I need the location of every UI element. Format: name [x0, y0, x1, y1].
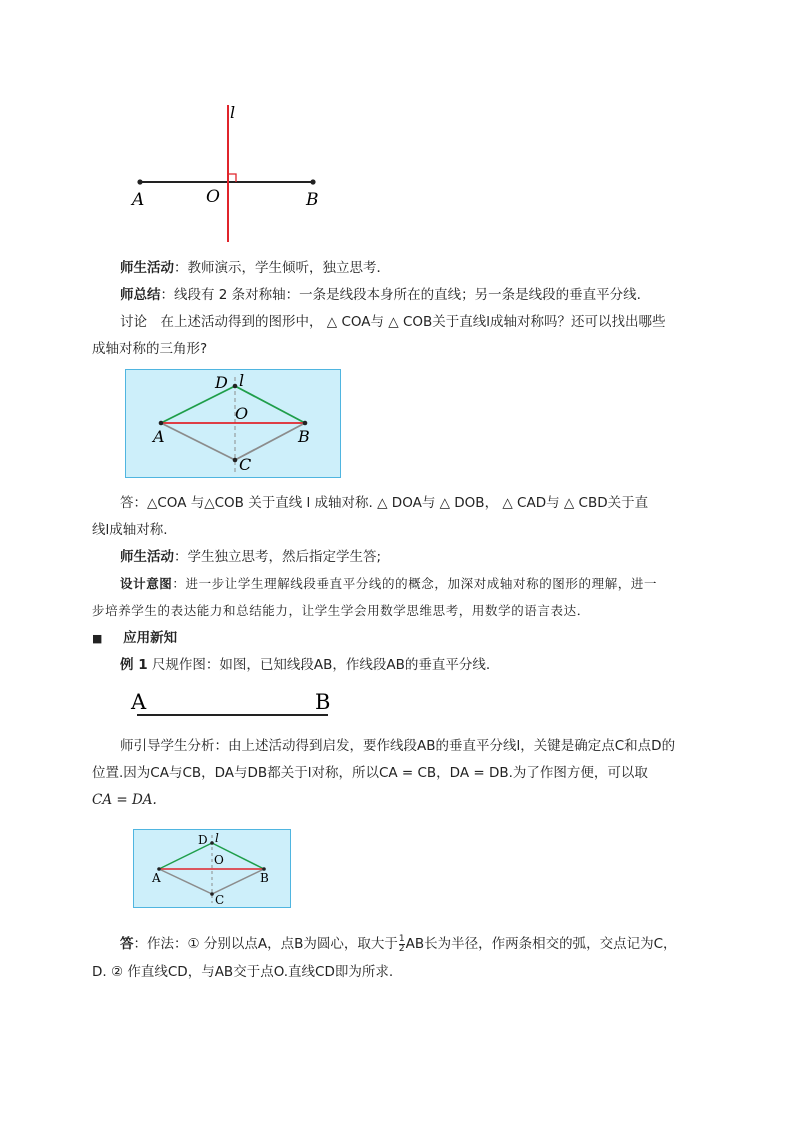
section-bullet-icon: ■: [92, 632, 103, 645]
figure-rhombus-2: [133, 829, 291, 908]
fig2-label-c: C: [239, 455, 252, 474]
section-heading: ■ 应用新知: [92, 630, 178, 646]
line-7: 师生活动：学生独立思考，然后指定学生答;: [120, 549, 382, 565]
fig1-label-b: B: [306, 190, 319, 210]
fig3-label-a: A: [131, 690, 147, 714]
fig2-label-l: l: [239, 371, 245, 390]
fig4-label-b: B: [260, 871, 269, 885]
figure-rhombus-1: [125, 369, 341, 478]
fig4-label-c: C: [215, 893, 225, 907]
fig4-label-l: l: [215, 831, 219, 845]
line-9: 步培养学生的表达能力和总结能力，让学生学会用数学思维思考，用数学的语言表达．: [92, 603, 590, 618]
fig2-label-o: O: [235, 404, 249, 423]
line-5: 答：△COA 与△COB 关于直线 l 成轴对称. △ DOA与 △ DOB， △ CAD与 △ CBD关于直: [120, 495, 649, 511]
fig1-label-a: A: [132, 190, 145, 210]
figure-perpendicular: [120, 95, 350, 245]
analysis-line-2: 位置.因为CA与CB，DA与DB都关于l对称，所以CA = CB，DA = DB.为了作图方便，可以取: [92, 765, 648, 781]
answer-line-2: D. ② 作直线CD，与AB交于点O.直线CD即为所求.: [92, 964, 394, 980]
line-1: 师生活动：教师演示，学生倾听，独立思考．: [120, 260, 390, 276]
fig4-label-a: A: [152, 871, 161, 885]
fig2-label-d: D: [215, 373, 228, 392]
line-2: 师总结：线段有 2 条对称轴：一条是线段本身所在的直线；另一条是线段的垂直平分线.: [120, 287, 641, 303]
example-1: 例 1 尺规作图：如图，已知线段AB，作线段AB的垂直平分线.: [120, 657, 491, 673]
fig4-label-o: O: [214, 853, 224, 867]
fraction-half: $\frac{1}{2}$: [398, 933, 405, 954]
figure-segment-ab: [125, 688, 340, 722]
analysis-line-1: 师引导学生分析：由上述活动得到启发，要作线段AB的垂直平分线l，关键是确定点C和点D的: [120, 738, 676, 754]
line-3: 讨论 在上述活动得到的图形中， △ COA与 △ COB关于直线l成轴对称吗？还可以找出哪些: [120, 314, 666, 330]
fig4-label-d: D: [198, 833, 208, 847]
line-6: 线l成轴对称.: [92, 522, 168, 538]
fig1-label-l: l: [230, 103, 236, 122]
answer-line-1: 答：作法：① 分别以点A，点B为圆心，取大于 $\frac{1}{2}$ AB长为半径，作两条相交的弧，交点记为C，: [120, 933, 677, 954]
fig2-label-b: B: [298, 427, 310, 446]
fig3-label-b: B: [315, 690, 331, 714]
fig1-label-o: O: [206, 187, 220, 207]
line-8: 设计意图：进一步让学生理解线段垂直平分线的的概念，加深对成轴对称的图形的理解，进一: [120, 576, 658, 591]
fig2-label-a: A: [153, 427, 165, 446]
line-4: 成轴对称的三角形?: [92, 341, 208, 357]
analysis-line-3: CA = DA.: [92, 792, 157, 808]
